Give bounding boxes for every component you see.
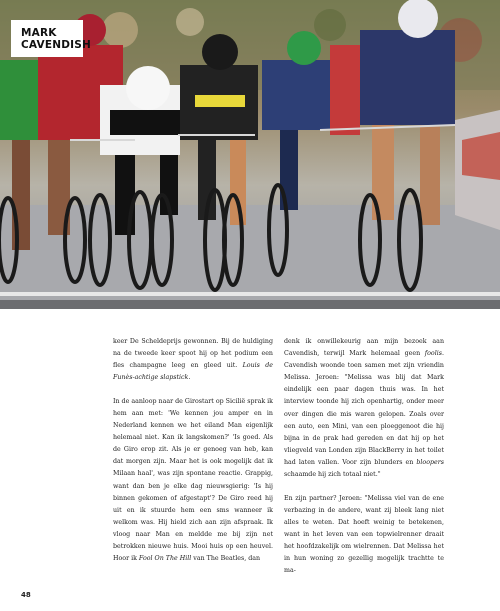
title-line-2: CAVENDISH — [21, 38, 91, 51]
body-text: En zijn partner? Jeroen: "Melissa viel van de ene verbazing in de andere, want zij bleek lang niet alles te weten. Dat hoeft weinig te betekenen, want in het leven van een topwielrenner draait het hoofdzakelijk om wielrennen. Dat Melissa het in hun woning zo gezellig mogelijk trachtte te ma- — [284, 494, 444, 575]
body-text: . Cavendish woonde toen samen met zijn vriendin Melissa. Jeroen: "Melissa was blij dat Mark eindelijk een paar dagen thuis was. In het interview toonde hij zich openhartig, onder meer over dingen die mis waren gelopen. Zoals over een auto, een Mini, van een ploeggenoot die hij bijna in de prak had gereden en dat hij op het vliegveld van Londen zijn BlackBerry in het toilet had laten vallen. Voor zijn blunders en — [284, 350, 444, 466]
italic-text: Fool On The Hill — [138, 555, 192, 563]
right-text-column — [284, 336, 444, 577]
article-title-box — [11, 20, 91, 57]
right-paragraph-2 — [284, 493, 444, 578]
body-text: . — [188, 374, 191, 382]
title-line-1: MARK — [21, 26, 57, 39]
body-text: In de aanloop naar de Girostart op Sicilië sprak ik hem aan met: 'We kennen jou amper en in Nederland kennen we het eiland Man eigenlijk helemaal niet. Kan ik langskomen?' 'Is goed. Als de Giro erop zit. Als je er genoeg van heb, kan dat morgen zijn. Maar het is ook mogelijk dat ik Milaan haal', was zijn spontane reactie. Grappig, want dan ben je elke dag nieuwsgierig: 'Is hij binnen gekomen of afgestapt'? De Giro reed hij uit en ik stuurde hem een sms wanneer ik welkom was. Hij hield zich aan zijn afspraak. Ik vloog naar Man en meldde me bij zijn net betrokken nieuwe huis. Mooi huis op een heuvel. Hoor ik — [113, 397, 273, 563]
body-text: keer De Scheldeprijs gewonnen. Bij de huldiging na de tweede keer spoot hij op het podium een fles champagne leeg en gleed uit. — [113, 338, 273, 370]
page-number: 48 — [21, 591, 31, 599]
body-text: denk ik onwillekeurig aan mijn bezoek aan Cavendish, terwijl Mark helemaal geen — [284, 338, 444, 358]
body-text: schaamde hij zich totaal niet." — [284, 471, 381, 479]
right-paragraph-1 — [284, 336, 444, 481]
left-text-column — [113, 336, 273, 565]
left-paragraph-1 — [113, 336, 273, 384]
left-paragraph-2 — [113, 396, 273, 565]
italic-text: bloopers — [416, 458, 444, 466]
italic-text: Louis de Funès-achtige slapstick — [113, 362, 273, 382]
italic-text: foolis — [424, 350, 442, 358]
body-text: van The Beatles, dan — [191, 555, 261, 563]
